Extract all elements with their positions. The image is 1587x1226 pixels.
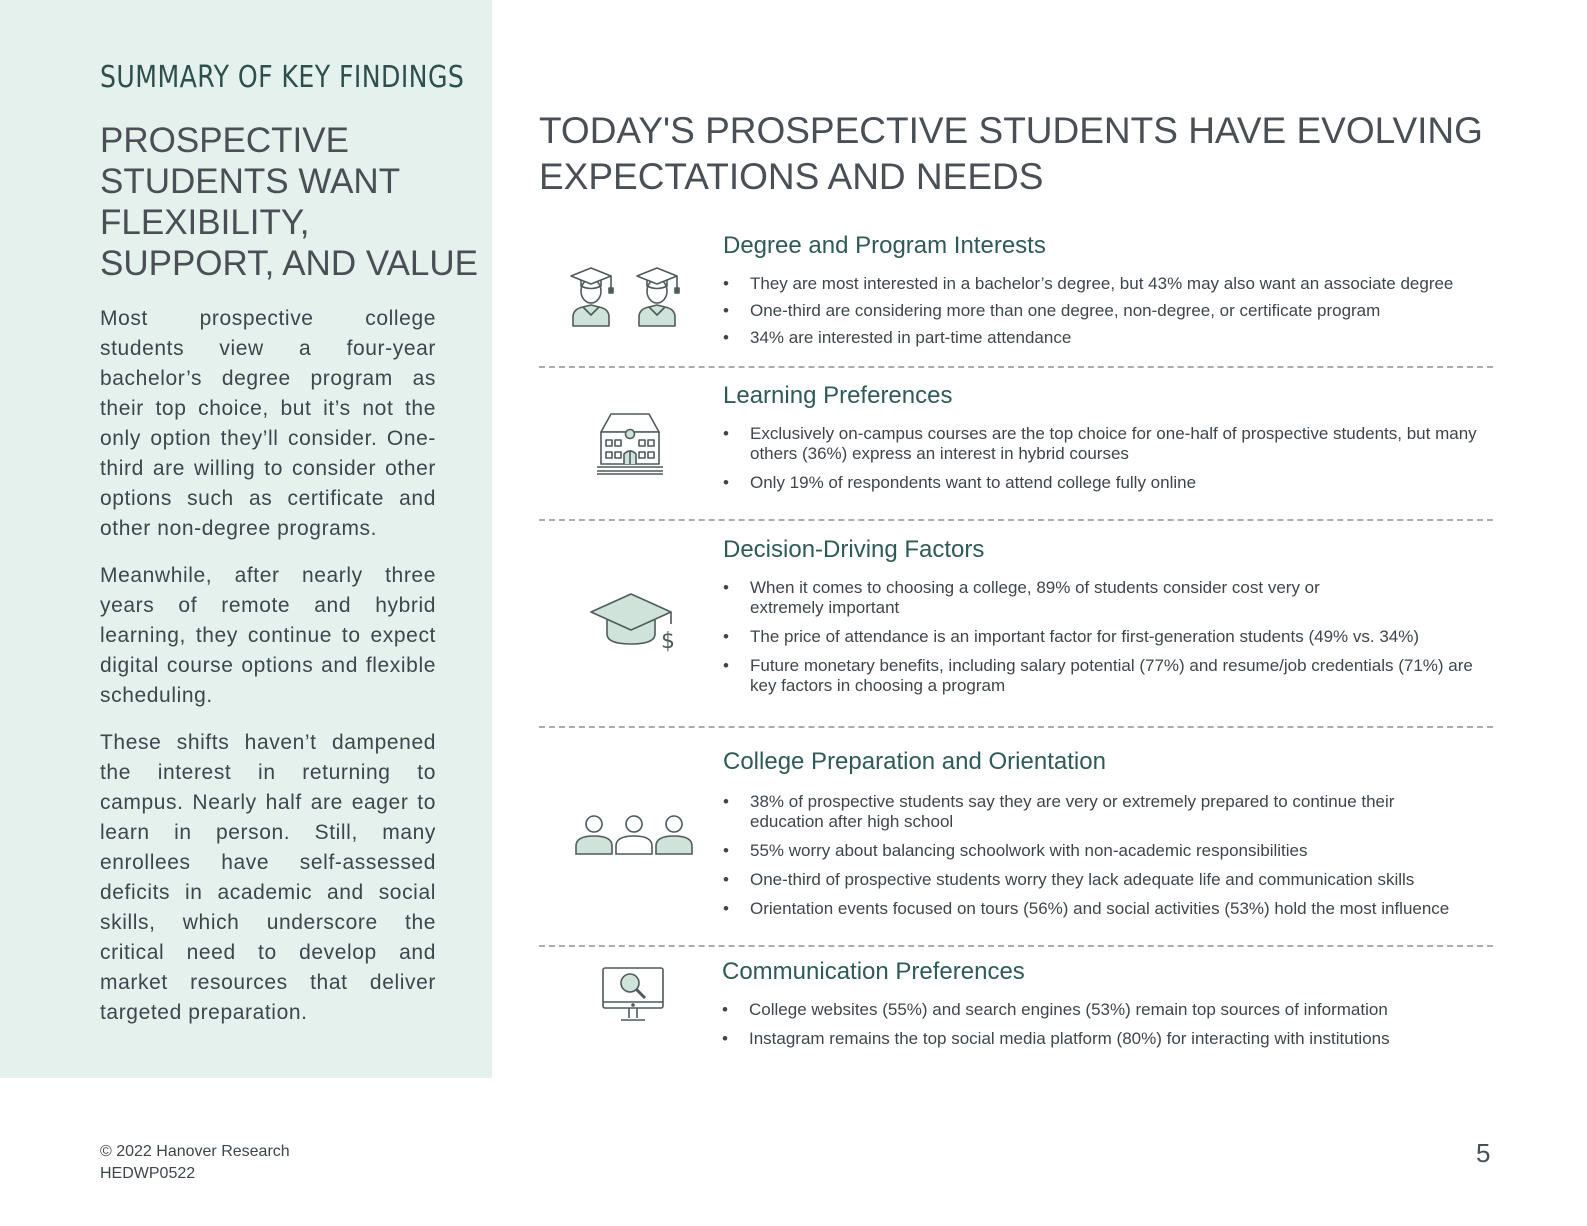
graduation-cap-dollar-icon [589,592,675,652]
bullet-list [722,1000,1492,1049]
bullet-item: • Future monetary benefits, including salary potential (77%) and resume/job credentials (71%) are key factors in choosing a program [723,656,1493,696]
bullet-item: • Orientation events focused on tours (56%) and social activities (53%) hold the most influence [723,899,1493,919]
bullet-item: • 38% of prospective students say they are very or extremely prepared to continue their education after high school [723,792,1420,832]
section-kicker: SUMMARY OF KEY FINDINGS [100,60,465,95]
footer-copyright [100,1141,290,1185]
school-building-icon [595,412,665,476]
bullet-list [723,274,1493,348]
sidebar-paragraph: These shifts haven’t dampened the interest in returning to campus. Nearly half are eager to learn in person. Still, many enrollees have self-assessed deficits in academic and social skills, which underscore the critical need to develop and market resources that deliver targeted preparation. [100,731,436,1024]
bullet-item: • Exclusively on-campus courses are the top choice for one-half of prospective students, but many others (36%) express an interest in hybrid courses [723,424,1493,464]
section-college-preparation-orientation [539,740,1493,947]
document-code: HEDWP0522 [100,1165,196,1182]
page-number: 5 [1476,1138,1491,1168]
bullet-list [723,424,1493,493]
group-people-icon [573,814,695,858]
sidebar-paragraph: Most prospective college students view a four-year bachelor’s degree program as their top choice, but it’s not the only option they’ll consider. One-third are willing to consider other options such as certificate and other non-degree programs. [100,307,436,540]
graduates-icon [569,264,681,330]
page-title: TODAY'S PROSPECTIVE STUDENTS HAVE EVOLVING EXPECTATIONS AND NEEDS [539,110,1483,197]
bullet-item: • 55% worry about balancing schoolwork with non-academic responsibilities [723,841,1493,861]
monitor-search-icon [601,966,665,1024]
bullet-item: • College websites (55%) and search engines (53%) remain top sources of information [722,1000,1492,1020]
sidebar-body [100,304,436,1045]
section-decision-driving-factors [539,532,1493,728]
bullet-item: • One-third are considering more than one degree, non-degree, or certificate program [723,301,1493,321]
bullet-item: • The price of attendance is an important factor for first-generation students (49% vs. 34%) [723,627,1493,647]
bullet-list [723,578,1493,696]
section-heading: Degree and Program Interests [723,232,1046,259]
section-heading: Learning Preferences [723,382,953,409]
bullet-list [723,792,1493,919]
section-heading: College Preparation and Orientation [723,748,1106,775]
copyright-text: © 2022 Hanover Research [100,1143,290,1160]
bullet-item: • One-third of prospective students worry they lack adequate life and communication skills [723,870,1493,890]
bullet-item: • Only 19% of respondents want to attend college fully online [723,473,1493,493]
svg-text:$: $ [661,629,675,652]
section-heading: Decision-Driving Factors [723,536,985,563]
section-communication-preferences [539,956,1493,1066]
section-degree-program-interests [539,226,1493,368]
bullet-item: • 34% are interested in part-time attendance [723,328,1493,348]
section-heading: Communication Preferences [722,958,1025,985]
bullet-item: • When it comes to choosing a college, 89% of students consider cost very or extremely important [723,578,1330,618]
bullet-item: • They are most interested in a bachelor’s degree, but 43% may also want an associate degree [723,274,1493,294]
bullet-item: • Instagram remains the top social media platform (80%) for interacting with institutions [722,1029,1492,1049]
sidebar-paragraph: Meanwhile, after nearly three years of remote and hybrid learning, they continue to expect digital course options and flexible scheduling. [100,564,436,707]
section-learning-preferences [539,378,1493,521]
sidebar-title: PROSPECTIVE STUDENTS WANT FLEXIBILITY, SUPPORT, AND VALUE [100,121,478,283]
